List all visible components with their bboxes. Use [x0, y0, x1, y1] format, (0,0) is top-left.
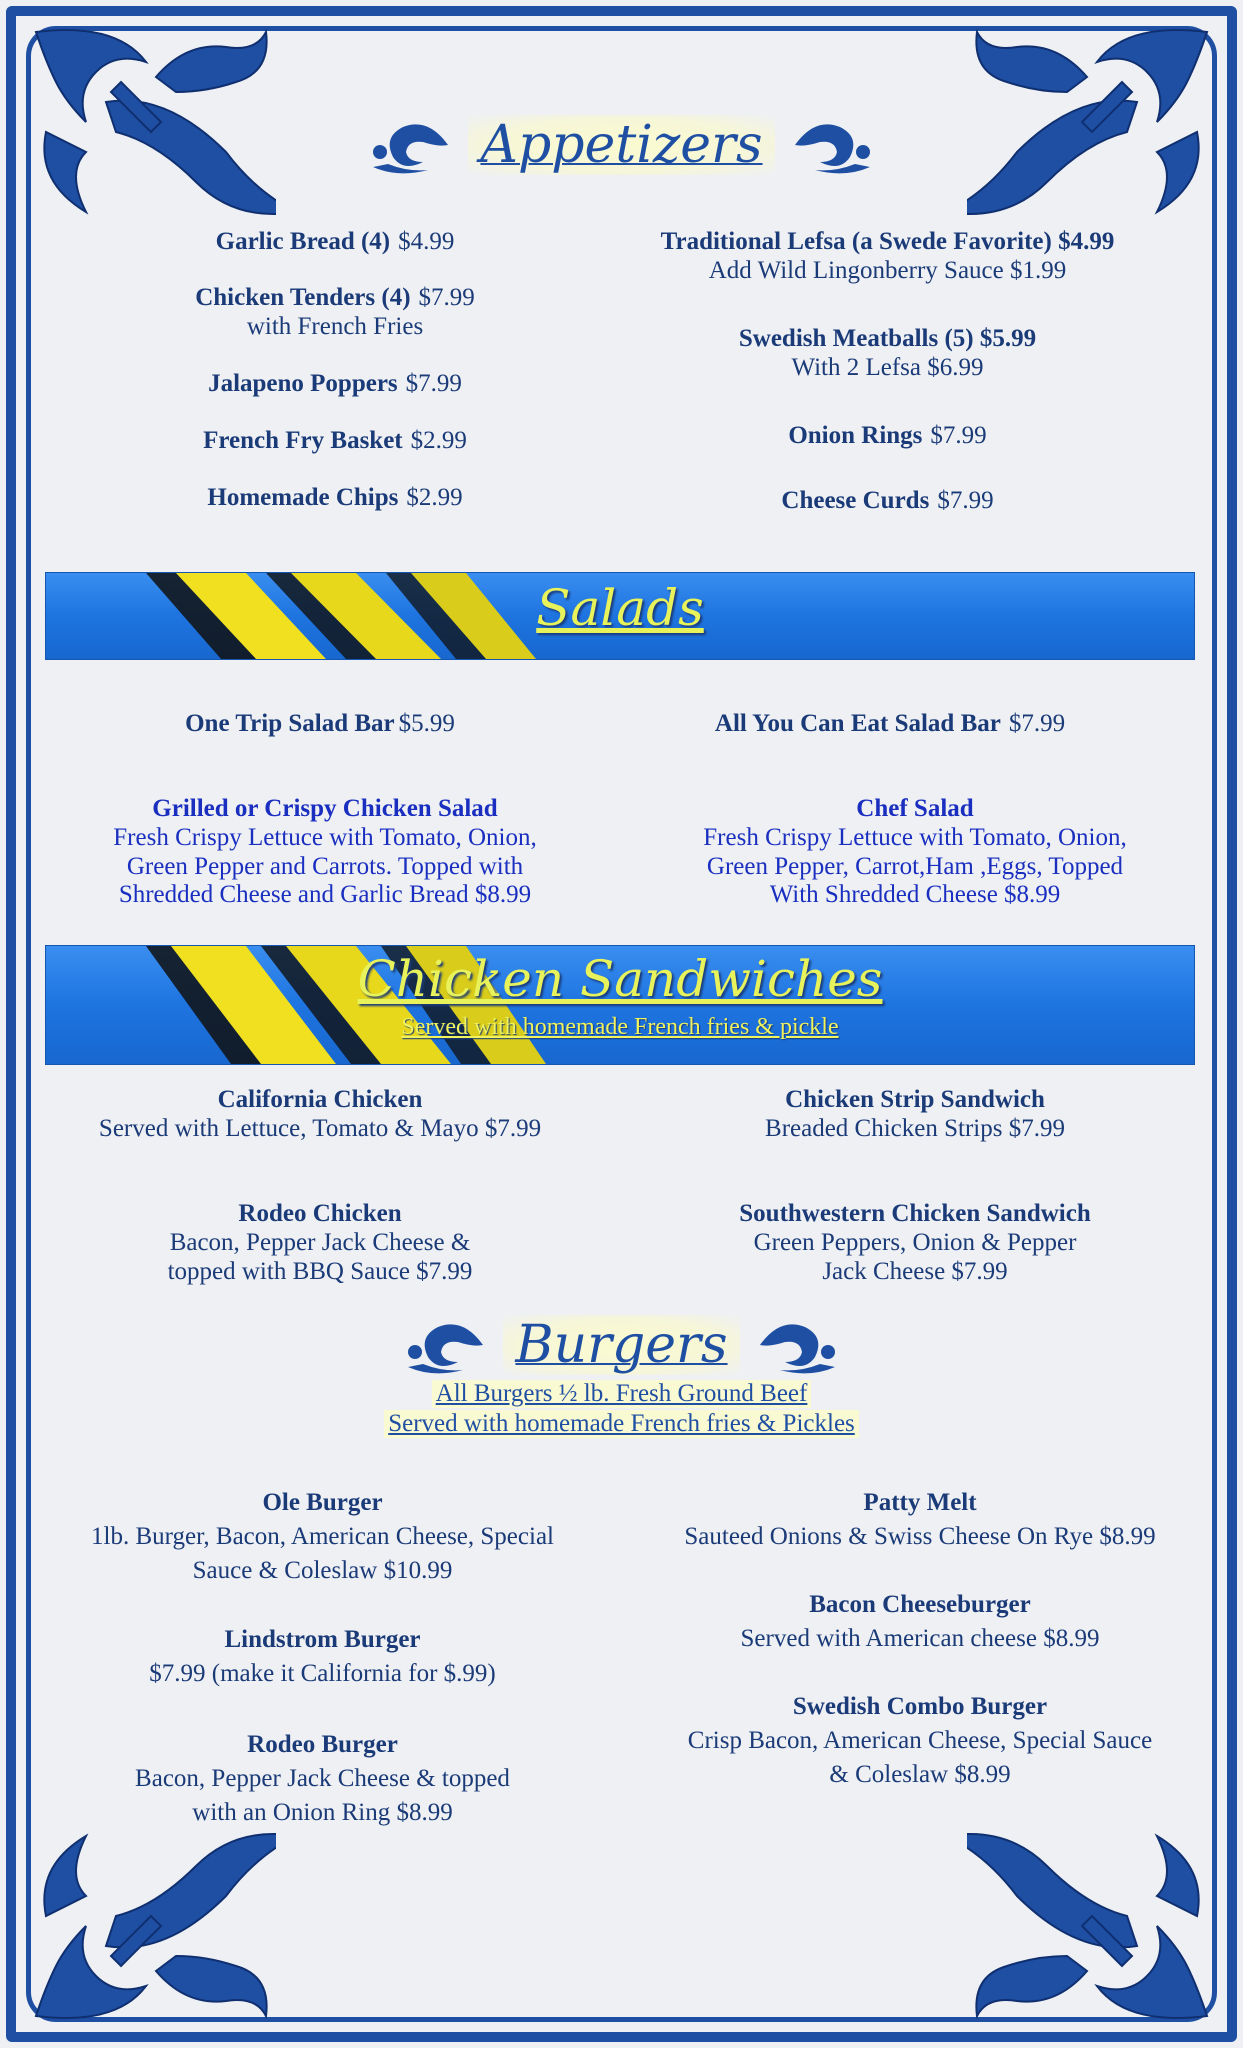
menu-item: Bacon Cheeseburger Served with American cheese $8.99 — [740, 1591, 1100, 1652]
section-subtitle: Served with homemade French fries & pickle — [401, 1014, 839, 1040]
menu-item: Cheese Curds $7.99 — [781, 487, 994, 514]
menu-item: All You Can Eat Salad Bar $7.99 — [714, 710, 1066, 737]
menu-item: Traditional Lefsa (a Swede Favorite) $4.99 Add Wild Lingonberry Sauce $1.99 — [660, 228, 1115, 284]
menu-item: Rodeo Chicken Bacon, Pepper Jack Cheese & topped with BBQ Sauce $7.99 — [167, 1200, 473, 1285]
menu-item: Jalapeno Poppers $7.99 — [208, 370, 462, 397]
burgers-subtitle — [0, 1378, 1243, 1438]
menu-item: Chicken Strip Sandwich Breaded Chicken Strips $7.99 — [765, 1086, 1065, 1142]
menu-item: Patty Melt Sauteed Onions & Swiss Cheese On Rye $8.99 — [684, 1489, 1156, 1550]
menu-item: Swedish Meatballs (5) $5.99 With 2 Lefsa $6.99 — [738, 325, 1037, 381]
menu-item: Chef Salad Fresh Crispy Lettuce with Tomato, Onion, Green Pepper, Carrot,Ham ,Eggs, Topped With Shredded Cheese $8.99 — [703, 795, 1127, 909]
menu-item: Garlic Bread (4) $4.99 — [215, 228, 455, 255]
section-subtitle: Served with homemade French fries & Pickles — [384, 1410, 859, 1438]
burgers-heading — [0, 1312, 1243, 1383]
menu-item: French Fry Basket $2.99 — [203, 427, 467, 454]
salads-banner — [45, 572, 1195, 660]
menu-item: Grilled or Crispy Chicken Salad Fresh Crispy Lettuce with Tomato, Onion, Green Pepper and Carrots. Topped with Shredded Cheese and Garlic Bread $8.99 — [113, 795, 537, 909]
flourish-icon — [403, 1312, 489, 1378]
menu-item: Homemade Chips $2.99 — [207, 484, 463, 511]
section-title: Chicken Sandwiches — [357, 950, 883, 1008]
appetizers-heading — [0, 112, 1243, 183]
menu-item: One Trip Salad Bar $5.99 — [185, 710, 455, 737]
chicken-sandwiches-banner — [45, 945, 1195, 1065]
menu-item: Onion Rings $7.99 — [788, 422, 987, 449]
flourish-icon — [754, 1312, 840, 1378]
section-title: Burgers — [503, 1315, 739, 1375]
fleur-de-lis-icon — [967, 1826, 1217, 2026]
menu-item: California Chicken Served with Lettuce, Tomato & Mayo $7.99 — [98, 1086, 542, 1142]
menu-item: Ole Burger 1lb. Burger, Bacon, American Cheese, Special Sauce & Coleslaw $10.99 — [91, 1489, 554, 1584]
section-title: Appetizers — [468, 115, 774, 175]
menu-item: Southwestern Chicken Sandwich Green Peppers, Onion & Pepper Jack Cheese $7.99 — [739, 1200, 1091, 1285]
fleur-de-lis-icon — [26, 1826, 276, 2026]
menu-item: Lindstrom Burger $7.99 (make it California for $.99) — [149, 1626, 496, 1687]
menu-item: Swedish Combo Burger Crisp Bacon, American Cheese, Special Sauce & Coleslaw $8.99 — [687, 1693, 1153, 1788]
section-subtitle: All Burgers ½ lb. Fresh Ground Beef — [432, 1380, 812, 1408]
section-title: Salads — [536, 579, 704, 637]
flourish-icon — [789, 112, 875, 178]
menu-item: Chicken Tenders (4) $7.99 with French Fries — [195, 284, 475, 340]
menu-item: Rodeo Burger Bacon, Pepper Jack Cheese & topped with an Onion Ring $8.99 — [135, 1731, 510, 1826]
flourish-icon — [368, 112, 454, 178]
